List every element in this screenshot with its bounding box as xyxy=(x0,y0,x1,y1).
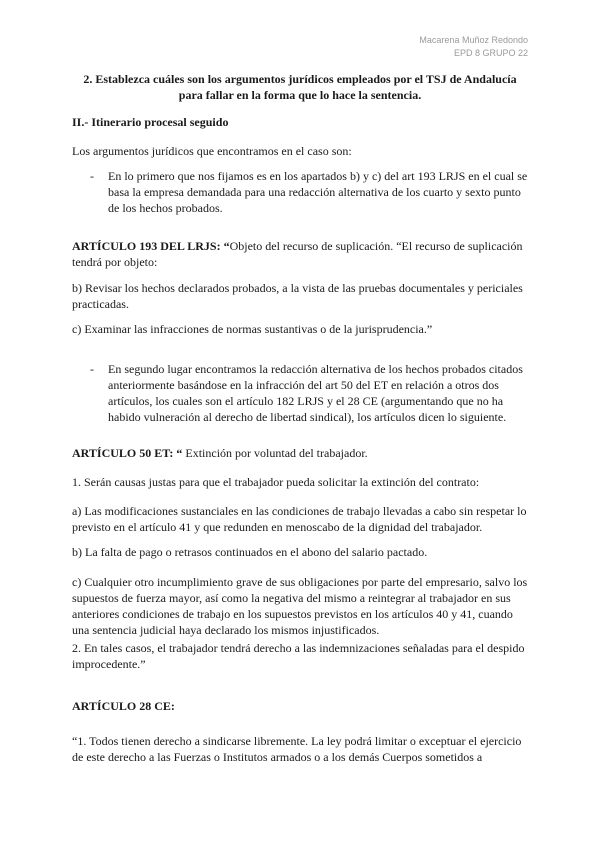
bullet-text: En lo primero que nos fijamos es en los apartados b) y c) del art 193 LRJS en el cual se basa la empresa demandada para una redacción alternativa de los cuarto y sexto punto de los hechos probados. xyxy=(108,169,528,215)
article-50-label: ARTÍCULO 50 ET: “ xyxy=(72,446,183,460)
section-heading: II.- Itinerario procesal seguido xyxy=(72,115,229,129)
article-28-heading: ARTÍCULO 28 CE: xyxy=(72,699,175,713)
question-line-2: para fallar en la forma que lo hace la sentencia. xyxy=(178,88,422,102)
article-50-text: Extinción por voluntad del trabajador. xyxy=(182,446,368,460)
article-50-paragraph-1: 1. Serán causas justas para que el trabajador pueda solicitar la extinción del contrato: xyxy=(72,475,480,489)
group-label: EPD 8 GRUPO 22 xyxy=(453,48,528,58)
article-50-item-c: c) Cualquier otro incumplimiento grave de sus obligaciones por parte del empresario, salvo los supuestos de fuerza mayor, así como la negativa del mismo a reintegrar al trabajador en sus anteriores condiciones de trabajo en los supuestos previstos en los artículos 40 y 41, cuando una sentencia judicial haya declarado los mismos injustificados. xyxy=(72,575,528,637)
article-193-label: ARTÍCULO 193 DEL LRJS: “ xyxy=(72,239,230,253)
article-193-heading xyxy=(72,238,528,270)
bullet-item-1 xyxy=(72,168,528,216)
page-header xyxy=(419,34,528,60)
article-50-paragraph-2: 2. En tales casos, el trabajador tendrá derecho a las indemnizaciones señaladas para el despido improcedente.” xyxy=(72,641,525,671)
question-line-1: 2. Establezca cuáles son los argumentos jurídicos empleados por el TSJ de Andalucía xyxy=(83,72,517,86)
article-193-item-b: b) Revisar los hechos declarados probados, a la vista de las pruebas documentales y periciales practicadas. xyxy=(72,281,523,311)
intro-paragraph: Los argumentos jurídicos que encontramos en el caso son: xyxy=(72,144,352,158)
article-193-item-c: c) Examinar las infracciones de normas sustantivas o de la jurisprudencia.” xyxy=(72,322,433,336)
article-50-item-b: b) La falta de pago o retrasos continuados en el abono del salario pactado. xyxy=(72,545,428,559)
bullet-item-2 xyxy=(72,361,528,425)
article-50-item-a: a) Las modificaciones sustanciales en las condiciones de trabajo llevadas a cabo sin respetar lo previsto en el artículo 41 y que redunden en menoscabo de la dignidad del trabajador. xyxy=(72,504,527,534)
article-28-paragraph-1: “1. Todos tienen derecho a sindicarse libremente. La ley podrá limitar o exceptuar el ejercicio de este derecho a las Fuerzas o Institutos armados o a los demás Cuerpos sometidos a xyxy=(72,734,522,764)
article-193-text: Objeto del recurso de suplicación. “El recurso de suplicación tendrá por objeto: xyxy=(72,239,523,269)
question-title xyxy=(72,71,528,103)
bullet-dash: - xyxy=(90,362,94,376)
bullet-text: En segundo lugar encontramos la redacción alternativa de los hechos probados citados anteriormente basándose en la infracción del art 50 del ET en relación a otros dos artículos, los cuales son el artículo 182 LRJS y el 28 CE (argumentando que no ha habido vulneración al derecho de libertad sindical), los artículos dicen lo siguiente. xyxy=(108,362,523,424)
author-name: Macarena Muñoz Redondo xyxy=(419,35,528,45)
bullet-dash: - xyxy=(90,169,94,183)
article-50-heading xyxy=(72,445,528,461)
